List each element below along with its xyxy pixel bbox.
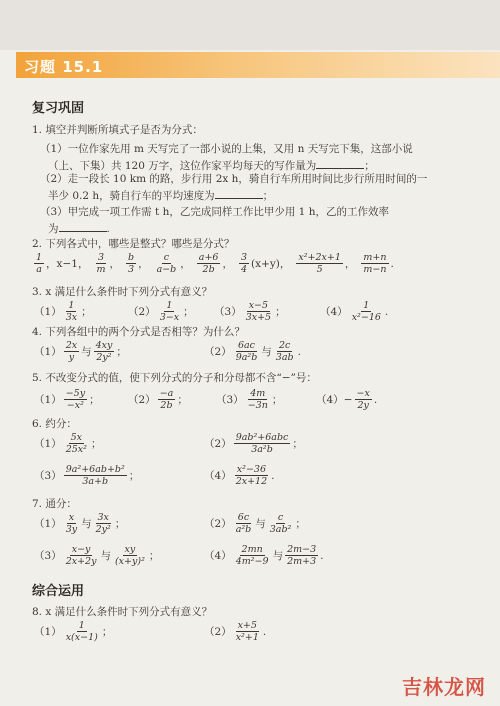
q1-part3-line2: 为 . [48, 223, 110, 235]
q4-item-2: （2） $\frac{6ac}{\text{9a²b}}$ 与 $\frac{2c}{3ab}$ . [204, 340, 301, 363]
q6-row-2 [34, 464, 284, 487]
section-review-heading: 复习巩固 [32, 101, 85, 116]
q2-expression-1: $\frac{1}{a}$ ，x−1， [36, 252, 89, 275]
q2-expression-3: $\frac{b}{3}$ ， [127, 252, 149, 275]
exercise-header [16, 52, 500, 78]
q5-stem: 5. 不改变分式的值，使下列分式的分子和分母都不含“−”号： [32, 372, 317, 384]
q8-item-1: （1） $\frac{1}{x(x-1)}$ ； [34, 620, 113, 643]
q1-part1-line1: （1）一位作家先用 m 天写完了一部小说的上集，又用 n 天写完下集，这部小说 [40, 143, 413, 155]
q7-item-4: （4） $\frac{2mn}{\text{4m²−9}}$ 与 $\frac{2m-3}{2m+3}$ . [204, 544, 324, 567]
q6-item-4: （4） $\frac{\text{x²−36}}{2x+12}$ . [204, 464, 275, 487]
q5-item-1: （1） $\frac{-5y}{\text{−x²}}$ ； [34, 388, 100, 411]
q1-part2-line2: 半少 0.2 h，骑自行车的平均速度为 ； [48, 190, 274, 202]
q7-item-2: （2） $\frac{6c}{\text{a²b}}$ 与 $\frac{c}{\text{3ab²}}$ ； [204, 512, 306, 535]
q7-row-2 [34, 544, 333, 567]
answer-blank[interactable] [316, 158, 364, 169]
q2-expression-7: $\frac{\text{x²+2x+1}}{5}$ ， [298, 252, 356, 275]
q3-items [34, 300, 398, 323]
answer-blank[interactable] [215, 188, 263, 199]
q4-items [34, 340, 311, 363]
q6-item-3: （3） $\frac{\text{9a²+6ab+b²}}{3a+b}$ ； [34, 464, 140, 487]
q1-part3-line1: （3）甲完成一项工作需 t h，乙完成同样工作比甲少用 1 h，乙的工作效率 [40, 206, 389, 218]
q2-expression-5: $\frac{a+6}{2b}$ ， [198, 252, 233, 275]
q1-part1-line2: （上、下集）共 120 万字，这位作家平均每天的写作量为 ； [48, 160, 375, 172]
q7-item-1: （1） $\frac{x}{3y}$ 与 $\frac{3x}{\text{2y²}}$ ； [34, 512, 126, 535]
q3-item-4: （4） $\frac{1}{\text{x²−16}}$ . [320, 300, 389, 323]
q2-expression-2: $\frac{3}{m}$ ， [96, 252, 120, 275]
top-band [0, 0, 500, 50]
q2-expression-6: $\frac{3}{4}$ (x+y)， [240, 252, 291, 275]
q2-expression-8: $\frac{m+n}{m-n}$ . [363, 252, 394, 275]
site-watermark: 吉林龙网 [402, 675, 486, 699]
q7-item-3: （3） $\frac{x-y}{2x+2y}$ 与 $\frac{xy}{\text{(x+y)²}}$ ； [34, 544, 160, 567]
q5-item-3: （3） $\frac{4m}{-3n}$ ； [216, 388, 283, 411]
q3-item-2: （2） $\frac{1}{3-x}$ ； [128, 300, 194, 323]
q6-stem: 6. 约分： [32, 418, 77, 430]
q6-item-1: （1） $\frac{5x}{\text{25x²}}$ ； [34, 432, 102, 455]
q6-item-2: （2） $\frac{\text{9ab²+6abc}}{\text{3a²b}}$ ； [204, 432, 303, 455]
q1-stem: 1. 填空并判断所填式子是否为分式： [32, 124, 203, 136]
q3-stem: 3. x 满足什么条件时下列分式有意义？ [32, 286, 213, 298]
exercise-title: 习题 15.1 [24, 58, 104, 76]
section-apply-heading: 综合运用 [32, 584, 85, 599]
q3-item-3: （3） $\frac{x-5}{3x+5}$ ； [214, 300, 286, 323]
q5-item-2: （2） $\frac{-a}{2b}$ ； [128, 388, 188, 411]
q8-stem: 8. x 满足什么条件时下列分式有意义？ [32, 606, 213, 618]
q4-stem: 4. 下列各组中的两个分式是否相等？为什么？ [32, 326, 245, 338]
q5-items [34, 388, 387, 411]
q7-row-1 [34, 512, 316, 535]
q2-expressions [32, 252, 398, 275]
q2-expression-4: $\frac{c}{a-b}$ ， [156, 252, 191, 275]
q7-stem: 7. 通分： [32, 498, 77, 510]
q1-part2-line1: （2）走一段长 10 km 的路，步行用 2x h，骑自行车所用时间比步行所用时间的一 [40, 173, 428, 185]
answer-blank[interactable] [59, 221, 107, 232]
q2-stem: 2. 下列各式中，哪些是整式？哪些是分式？ [32, 238, 235, 250]
q4-item-1: （1） $\frac{2x}{y}$ 与 $\frac{4xy}{\text{2y²}}$ ； [34, 340, 127, 363]
q3-item-1: （1） $\frac{1}{3x}$ ； [34, 300, 92, 323]
q6-row-1 [34, 432, 313, 455]
q8-items [34, 620, 276, 643]
q5-item-4: （4） − $\frac{-x}{2y}$ . [316, 388, 378, 411]
q8-item-2: （2） $\frac{x+5}{\text{x²+1}}$ . [204, 620, 267, 643]
